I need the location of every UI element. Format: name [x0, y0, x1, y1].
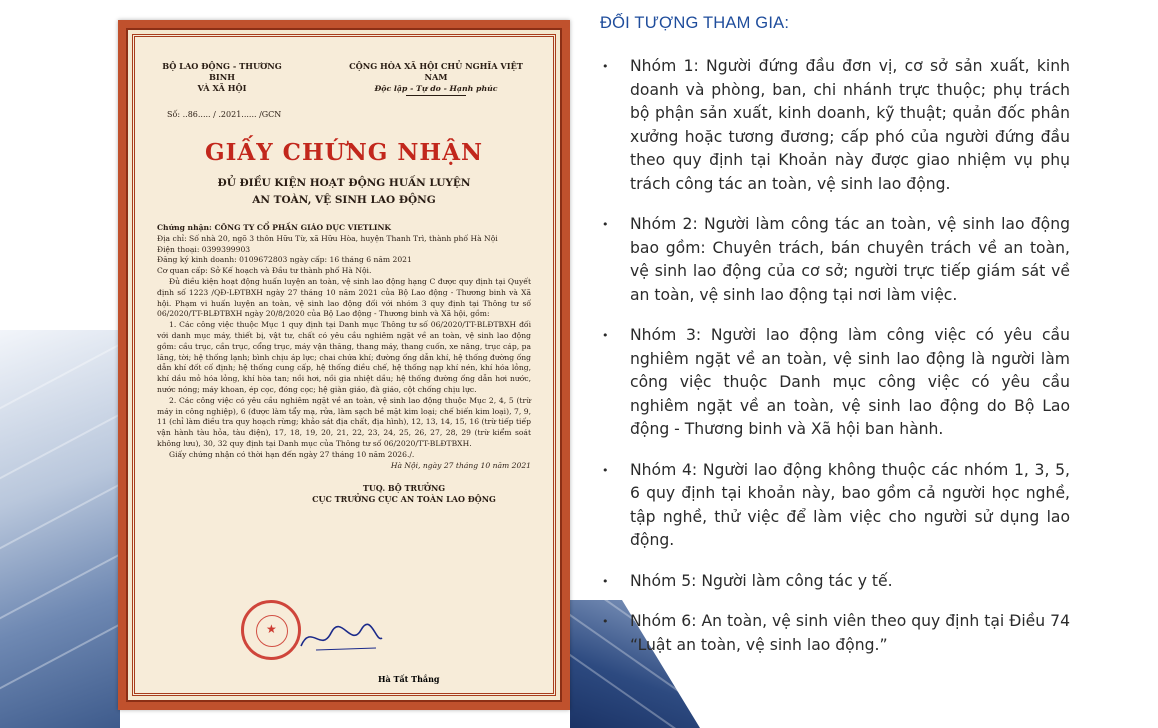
- validity: Giấy chứng nhận có thời hạn đến ngày 27 tháng 10 năm 2026./.: [169, 449, 415, 459]
- signature-icon: [296, 618, 386, 658]
- bullet-icon: •: [602, 218, 609, 231]
- participants-section: [600, 14, 1070, 674]
- sign-authority-1: TUQ. BỘ TRƯỞNG: [362, 483, 446, 494]
- certificate-subtitle-2: AN TOÀN, VỆ SINH LAO ĐỘNG: [252, 194, 436, 206]
- sign-authority-2: CỤC TRƯỞNG CỤC AN TOÀN LAO ĐỘNG: [312, 494, 496, 505]
- company-name: Chứng nhận: CÔNG TY CỔ PHẦN GIÁO DỤC VIETLINK: [157, 223, 391, 232]
- list-item: • Nhóm 2: Người làm công tác an toàn, vệ sinh lao động bao gồm: Chuyên trách, bán chuyên trách về an toàn, vệ sinh lao động của cơ sở; người trực tiếp giám sát về an toàn, vệ sinh lao động tại nơi làm việc.: [602, 215, 1070, 304]
- issuing-authority: Cơ quan cấp: Sở Kế hoạch và Đầu tư thành phố Hà Nội.: [157, 266, 372, 276]
- list-item: • Nhóm 5: Người làm công tác y tế.: [600, 570, 1070, 594]
- bullet-icon: •: [602, 574, 609, 588]
- ministry-line1: BỘ LAO ĐỘNG - THƯƠNG BINH: [162, 61, 282, 82]
- scope-item-1: 1. Các công việc thuộc Mục 1 quy định tại Danh mục Thông tư số 06/2020/TT-BLĐTBXH đối với danh mục máy, thiết bị, vật tư, chất có yêu cầu nghiêm ngặt về an toàn, vệ sinh lao động gồm: cầu trục, cần trục, cổng trục, máy vận thăng, thang máy, thang cuốn, xe nâng, trục cáp, pa lăng, tời; hệ thống lạnh; bình chịu áp lực; chai chứa khí; đường ống dẫn khí, hệ thống đường ống dẫn khí đốt cố định; hệ thống cung cấp, hệ thống điều chế, hệ thống nạp khí nén, khí hóa lỏng, khí dầu mỏ hóa lỏng, khí hòa tan; nồi hơi, nồi gia nhiệt dầu; hệ thống đường ống dẫn hơi nước, nước nóng; máy khoan, ép cọc, đóng cọc; hệ giàn giáo, đà giáo, cột chống chịu lực.: [157, 320, 531, 394]
- list-item: • Nhóm 1: Người đứng đầu đơn vị, cơ sở sản xuất, kinh doanh và phòng, ban, chi nhánh trực thuộc; phụ trách bộ phận sản xuất, kinh doanh, kỹ thuật; quản đốc phân xưởng hoặc tương đương; cấp phó của người đứng đầu theo quy định tại Khoản này được giao nhiệm vụ phụ trách công tác an toàn, vệ sinh lao động.: [602, 57, 1070, 193]
- bullet-icon: •: [602, 463, 609, 477]
- bullet-icon: •: [602, 329, 609, 342]
- ministry-line2: VÀ XÃ HỘI: [197, 83, 247, 93]
- red-seal-icon: ★: [241, 600, 301, 660]
- participant-group-list: [600, 55, 1070, 657]
- bullet-icon: •: [602, 615, 609, 628]
- certificate-header: [157, 61, 531, 96]
- list-item: • Nhóm 4: Người lao động không thuộc các nhóm 1, 3, 5, 6 quy định tại khoản này, bao gồm cả người học nghề, tập nghề, thử việc để làm việc cho người sử dụng lao động.: [602, 460, 1070, 549]
- company-phone: Điện thoại: 0399399903: [157, 244, 251, 254]
- bullet-icon: •: [602, 60, 609, 73]
- place-date: Hà Nội, ngày 27 tháng 10 năm 2021: [390, 460, 531, 470]
- certificate-subtitle-1: ĐỦ ĐIỀU KIỆN HOẠT ĐỘNG HUẤN LUYỆN: [217, 177, 471, 189]
- certificate-number: Số: ..86..... / .2021...... /GCN: [167, 110, 282, 119]
- list-item: • Nhóm 6: An toàn, vệ sinh viên theo quy định tại Điều 74 “Luật an toàn, vệ sinh lao động.”: [602, 612, 1070, 654]
- list-item: • Nhóm 3: Người lao động làm công việc có yêu cầu nghiêm ngặt về an toàn, vệ sinh lao động là người làm công việc thuộc Danh mục công việc có yêu cầu nghiêm ngặt về an toàn, vệ sinh lao động do Bộ Lao động - Thương binh và Xã hội ban hành.: [602, 326, 1070, 438]
- republic-title: CỘNG HÒA XÃ HỘI CHỦ NGHĨA VIỆT NAM: [349, 61, 523, 82]
- certificate-title: GIẤY CHỨNG NHẬN: [204, 139, 484, 166]
- company-address: Địa chỉ: Số nhà 20, ngõ 3 thôn Hữu Từ, xã Hữu Hòa, huyện Thanh Trì, thành phố Hà Nội: [157, 233, 498, 243]
- motto: Độc lập - Tự do - Hạnh phúc: [374, 84, 498, 93]
- business-registration: Đăng ký kinh doanh: 0109672803 ngày cấp: 16 tháng 6 năm 2021: [157, 255, 412, 265]
- scope-item-2: 2. Các công việc có yêu cầu nghiêm ngặt về an toàn, vệ sinh lao động thuộc Mục 2, 4, 5 (trừ máy in công nghiệp), 6 (được làm tẩy mạ, rửa, làm sạch bề mặt kim loại; chế biến kim loại), 7, 9, 11 (chỉ làm điều tra quy hoạch rừng; khảo sát địa chất, địa hình), 12, 13, 14, 15, 16 (trừ tiếp tiếp vận hành tàu hỏa, tàu điện), 17, 18, 19, 20, 21, 22, 23, 24, 25, 26, 27, 28, 29 (trừ kiểm soát không lưu), 30, 32 quy định tại Danh mục của Thông tư số 06/2020/TT-BLĐTBXH.: [157, 395, 531, 448]
- participants-heading: ĐỐI TƯỢNG THAM GIA:: [600, 14, 790, 32]
- background-building-left: [0, 330, 120, 728]
- certificate-body: [157, 223, 531, 471]
- scope-paragraph: Đủ điều kiện hoạt động huấn luyện an toàn, vệ sinh lao động hạng C được quy định tại Quyết định số 1223 /QĐ-LĐTBXH ngày 27 tháng 10 năm 2021 của Bộ Lao động - Thương binh và Xã hội. Phạm vi huấn luyện an toàn, vệ sinh lao động đối với nhóm 3 quy định tại Thông tư số 06/2020/TT-BLĐTBXH ngày 20/8/2020 của Bộ Lao động - Thương binh và Xã hội, gồm:: [157, 276, 531, 319]
- certificate-image: [118, 20, 570, 710]
- signer-name: Hà Tất Thắng: [378, 674, 440, 684]
